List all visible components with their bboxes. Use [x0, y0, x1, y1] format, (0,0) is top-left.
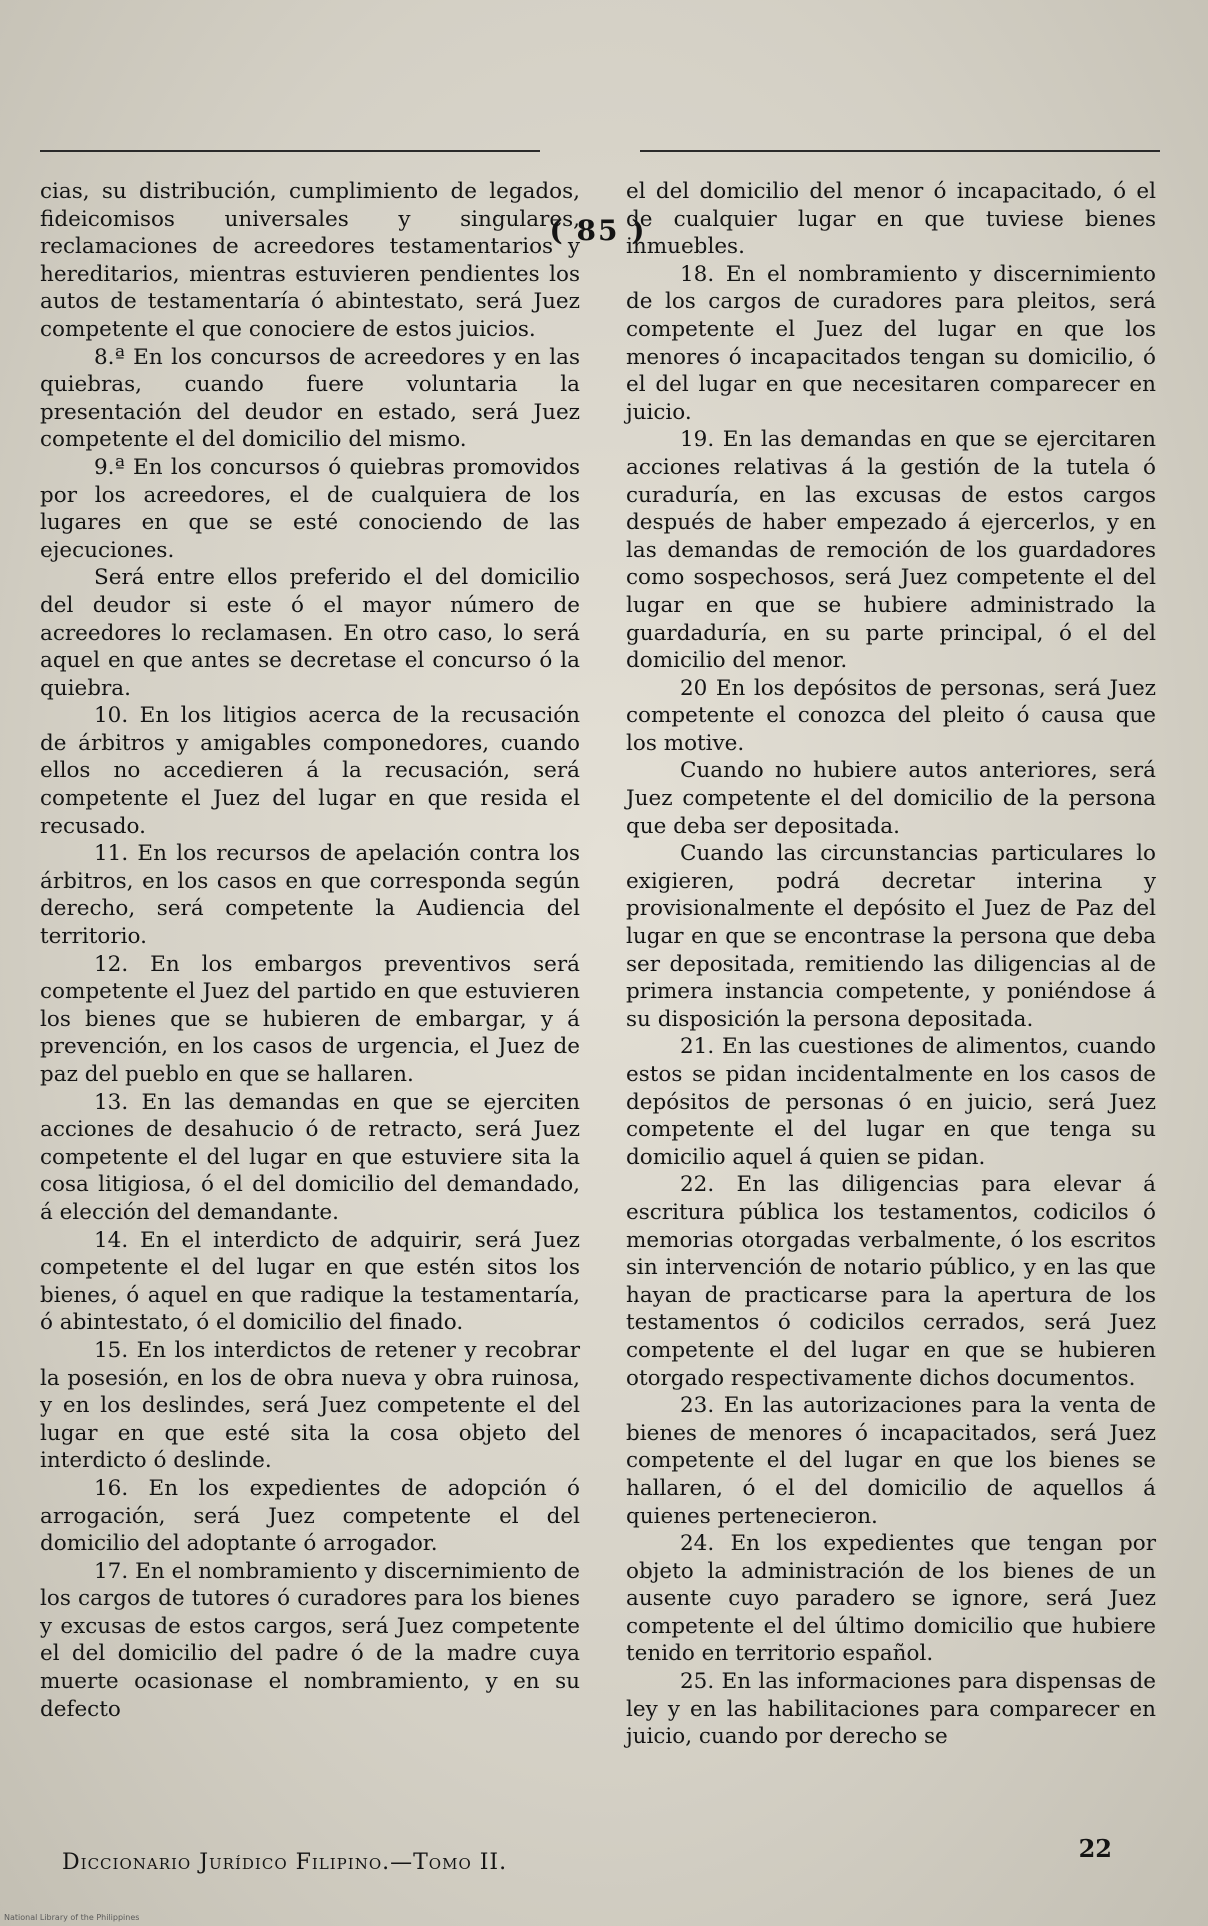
- paragraph: 17. En el nombramiento y discernimiento de los cargos de tutores ó curadores para los bienes y excusas de estos cargos, será Juez competente el del domicilio del padre ó de la madre cuya muerte ocasionase el nombramiento, y en su defecto: [40, 1558, 580, 1722]
- paragraph: 9.ª En los concursos ó quiebras promovidos por los acreedores, el de cualquiera de los lugares en que se esté conociendo de las ejecuciones.: [40, 454, 580, 563]
- paragraph: 14. En el interdicto de adquirir, será Juez competente el del lugar en que estén sitos los bienes, ó aquel en que radique la testamentaría, ó abintestato, ó el domicilio del finado.: [40, 1227, 580, 1336]
- left-column: [40, 178, 580, 1723]
- footer-title: Diccionario Jurídico Filipino.—Tomo II.: [62, 1850, 508, 1875]
- paragraph: el del domicilio del menor ó incapacitado, ó el de cualquier lugar en que tuviese bienes inmuebles.: [626, 179, 1156, 260]
- paragraph: 22. En las diligencias para elevar á escritura pública los testamentos, codicilos ó memorias otorgadas verbalmente, ó los escritos sin intervención de notario público, y en las que hayan de practicarse para la apertura de los testamentos ó codicilos cerrados, será Juez competente el del lugar en que se hubieren otorgado respectivamente dichos documentos.: [626, 1172, 1156, 1391]
- paragraph: 12. En los embargos preventivos será competente el Juez del partido en que estuvieren los bienes que se hubieren de embargar, y á prevención, en los casos de urgencia, el Juez de paz del pueblo en que se hallaren.: [40, 951, 580, 1087]
- paragraph: 25. En las informaciones para dispensas de ley y en las habilitaciones para comparecer en juicio, cuando por derecho se: [626, 1669, 1156, 1750]
- header-rule-left: [40, 150, 540, 152]
- scan-watermark: National Library of the Philippines: [4, 1913, 140, 1922]
- paragraph: 18. En el nombramiento y discernimiento de los cargos de curadores para pleitos, será competente el Juez del lugar en que los menores ó incapacitados tengan su domicilio, ó el del lugar en que necesitaren comparecer en juicio.: [626, 261, 1156, 425]
- paragraph: 23. En las autorizaciones para la venta de bienes de menores ó incapacitados, será Juez competente el del lugar en que los bienes se hallaren, ó el del domicilio de aquellos á quienes pertenecieron.: [626, 1393, 1156, 1529]
- header-rule-right: [640, 150, 1160, 152]
- paragraph: 20 En los depósitos de personas, será Juez competente el conozca del pleito ó causa que los motive.: [626, 675, 1156, 756]
- right-column: [626, 178, 1156, 1751]
- paragraph: Cuando no hubiere autos anteriores, será Juez competente el del domicilio de la persona que deba ser depositada.: [626, 758, 1156, 839]
- paragraph: 15. En los interdictos de retener y recobrar la posesión, en los de obra nueva y obra ruinosa, y en los deslindes, será Juez competente el del lugar en que esté sita la cosa objeto del interdicto ó deslinde.: [40, 1337, 580, 1474]
- paragraph: 21. En las cuestiones de alimentos, cuando estos se pidan incidentalmente en los casos de depósitos de personas ó en juicio, será Juez competente el del lugar en que tenga su domicilio aquel á quien se pidan.: [626, 1034, 1156, 1170]
- paragraph: 8.ª En los concursos de acreedores y en las quiebras, cuando fuere voluntaria la presentación del deudor en estado, será Juez competente el del domicilio del mismo.: [40, 344, 580, 453]
- paragraph: 16. En los expedientes de adopción ó arrogación, será Juez competente el del domicilio del adoptante ó arrogador.: [40, 1475, 580, 1557]
- page-number: ( 85 ): [549, 214, 647, 247]
- paragraph: Cuando las circunstancias particulares lo exigieren, podrá decretar interina y provisionalmente el depósito el Juez de Paz del lugar en que se encontrase la persona que deba ser depositada, remitiendo las diligencias al de primera instancia competente, y poniéndose á su disposición la persona depositada.: [626, 841, 1156, 1032]
- paragraph: 11. En los recursos de apelación contra los árbitros, en los casos en que corresponda según derecho, será competente la Audiencia del territorio.: [40, 841, 580, 950]
- paragraph: cias, su distribución, cumplimiento de legados, fideicomisos universales y singulares, reclamaciones de acreedores testamentarios y hereditarios, mientras estuvieren pendientes los autos de testamentaría ó abintestato, será Juez competente el que conociere de estos juicios.: [40, 179, 580, 342]
- paragraph: 13. En las demandas en que se ejerciten acciones de desahucio ó de retracto, será Juez competente el del lugar en que estuviere sita la cosa litigiosa, ó el del domicilio del demandado, á elección del demandante.: [40, 1089, 580, 1225]
- signature-mark: 22: [1078, 1834, 1112, 1863]
- paragraph: 10. En los litigios acerca de la recusación de árbitros y amigables componedores, cuando ellos no accedieren á la recusación, será competente el Juez del lugar en que resida el recusado.: [40, 703, 580, 839]
- paragraph: 19. En las demandas en que se ejercitaren acciones relativas á la gestión de la tutela ó curaduría, en las excusas de estos cargos después de haber empezado á ejercerlos, y en las demandas de remoción de los guardadores como sospechosos, será Juez competente el del lugar en que se hubiere administrado la guardaduría, en su parte principal, ó el del domicilio del menor.: [626, 427, 1156, 674]
- page-footer: [62, 1834, 1152, 1886]
- paragraph: 24. En los expedientes que tengan por objeto la administración de los bienes de un ausente cuyo paradero se ignore, será Juez competente el del último domicilio que hubiere tenido en territorio español.: [626, 1531, 1156, 1667]
- paragraph: Será entre ellos preferido el del domicilio del deudor si este ó el mayor número de acreedores lo reclamasen. En otro caso, lo será aquel en que antes se decretase el concurso ó la quiebra.: [40, 565, 580, 701]
